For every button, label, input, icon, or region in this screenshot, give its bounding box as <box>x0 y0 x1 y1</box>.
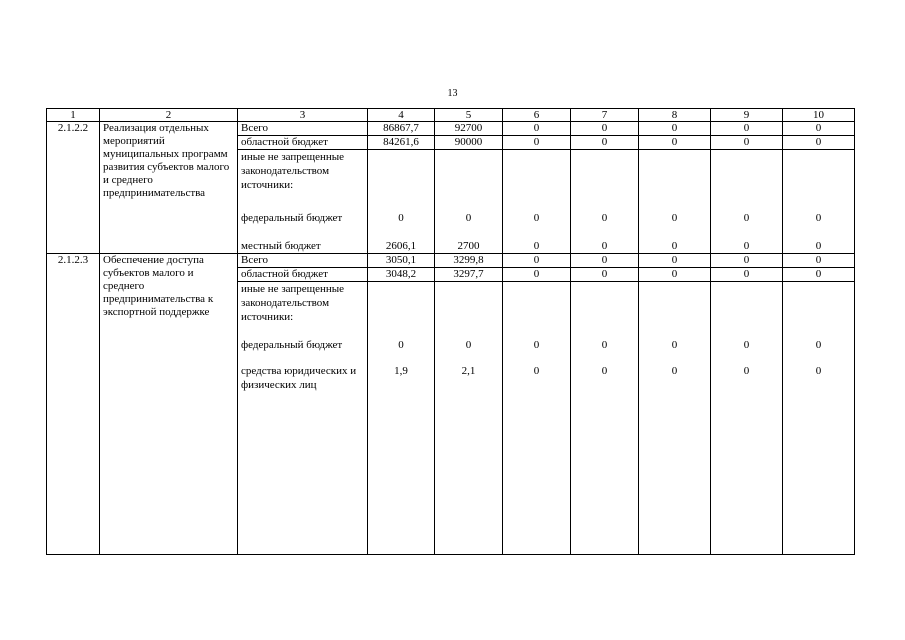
value-cell: 0 <box>571 254 639 268</box>
value-cell: 0 <box>503 254 571 268</box>
source-cell: областной бюджет <box>238 136 368 150</box>
value-cell: 0 <box>571 136 639 150</box>
value-cell: 0 <box>571 122 639 136</box>
source-cell: Всего <box>238 254 368 268</box>
value-cell <box>435 282 503 328</box>
value-cell: 3048,2 <box>368 268 435 282</box>
value-cell <box>435 150 503 196</box>
value-cell: 0 <box>783 268 855 282</box>
value-cell: 3297,7 <box>435 268 503 282</box>
value-cell: 0 <box>783 254 855 268</box>
header-row <box>47 109 855 122</box>
value-cell: 0 <box>783 327 855 352</box>
value-cell: 0 <box>711 225 783 254</box>
value-cell: 0 <box>503 195 571 225</box>
value-cell: 0 <box>368 195 435 225</box>
value-cell: 0 <box>639 136 711 150</box>
value-cell: 0 <box>571 195 639 225</box>
value-cell <box>368 282 435 328</box>
value-cell <box>571 282 639 328</box>
header-cell: 1 <box>47 109 100 122</box>
value-cell: 0 <box>503 352 571 555</box>
value-cell: 92700 <box>435 122 503 136</box>
value-cell: 0 <box>711 254 783 268</box>
row-name: Реализация отдельных мероприятий муниципальных программ развития субъектов малого и среднего предпринимательства <box>100 122 238 254</box>
value-cell: 3050,1 <box>368 254 435 268</box>
value-cell: 0 <box>639 268 711 282</box>
value-cell: 0 <box>639 195 711 225</box>
value-cell: 0 <box>639 352 711 555</box>
value-cell <box>711 282 783 328</box>
budget-table <box>46 108 855 555</box>
value-cell: 0 <box>711 352 783 555</box>
value-cell: 0 <box>503 136 571 150</box>
value-cell: 0 <box>711 195 783 225</box>
value-cell: 0 <box>711 268 783 282</box>
value-cell <box>639 150 711 196</box>
value-cell: 0 <box>503 122 571 136</box>
value-cell <box>503 150 571 196</box>
value-cell <box>783 150 855 196</box>
value-cell: 84261,6 <box>368 136 435 150</box>
source-cell: местный бюджет <box>238 225 368 254</box>
value-cell: 0 <box>783 195 855 225</box>
value-cell: 0 <box>368 327 435 352</box>
value-cell: 0 <box>711 327 783 352</box>
value-cell <box>639 282 711 328</box>
value-cell: 2700 <box>435 225 503 254</box>
source-cell: федеральный бюджет <box>238 195 368 225</box>
source-cell: средства юридических и физических лиц <box>238 352 368 555</box>
value-cell: 0 <box>571 352 639 555</box>
value-cell: 2606,1 <box>368 225 435 254</box>
value-cell: 0 <box>783 352 855 555</box>
value-cell <box>503 282 571 328</box>
value-cell: 0 <box>435 327 503 352</box>
row-name: Обеспечение доступа субъектов малого и среднего предпринимательства к экспортной поддержке <box>100 254 238 555</box>
source-cell: федеральный бюджет <box>238 327 368 352</box>
header-cell: 5 <box>435 109 503 122</box>
value-cell <box>368 150 435 196</box>
header-cell: 9 <box>711 109 783 122</box>
row-code: 2.1.2.2 <box>47 122 100 254</box>
table-row <box>47 122 855 136</box>
value-cell: 0 <box>711 136 783 150</box>
source-cell: иные не запрещенные законодательством источники: <box>238 282 368 328</box>
value-cell: 3299,8 <box>435 254 503 268</box>
value-cell: 0 <box>783 136 855 150</box>
value-cell: 0 <box>639 225 711 254</box>
header-cell: 8 <box>639 109 711 122</box>
page-number: 13 <box>447 88 458 99</box>
value-cell: 0 <box>571 327 639 352</box>
header-cell: 4 <box>368 109 435 122</box>
value-cell: 0 <box>783 122 855 136</box>
value-cell: 0 <box>503 268 571 282</box>
value-cell: 90000 <box>435 136 503 150</box>
value-cell: 2,1 <box>435 352 503 555</box>
header-cell: 2 <box>100 109 238 122</box>
value-cell: 0 <box>571 268 639 282</box>
value-cell: 0 <box>639 254 711 268</box>
source-cell: иные не запрещенные законодательством источники: <box>238 150 368 196</box>
value-cell: 0 <box>571 225 639 254</box>
table-row <box>47 254 855 268</box>
value-cell: 0 <box>503 327 571 352</box>
value-cell: 0 <box>639 327 711 352</box>
row-code: 2.1.2.3 <box>47 254 100 555</box>
value-cell: 86867,7 <box>368 122 435 136</box>
value-cell <box>711 150 783 196</box>
value-cell: 0 <box>639 122 711 136</box>
value-cell: 0 <box>783 225 855 254</box>
header-cell: 3 <box>238 109 368 122</box>
value-cell <box>571 150 639 196</box>
value-cell <box>783 282 855 328</box>
value-cell: 0 <box>435 195 503 225</box>
value-cell: 0 <box>503 225 571 254</box>
value-cell: 1,9 <box>368 352 435 555</box>
header-cell: 10 <box>783 109 855 122</box>
header-cell: 6 <box>503 109 571 122</box>
value-cell: 0 <box>711 122 783 136</box>
source-cell: Всего <box>238 122 368 136</box>
header-cell: 7 <box>571 109 639 122</box>
source-cell: областной бюджет <box>238 268 368 282</box>
